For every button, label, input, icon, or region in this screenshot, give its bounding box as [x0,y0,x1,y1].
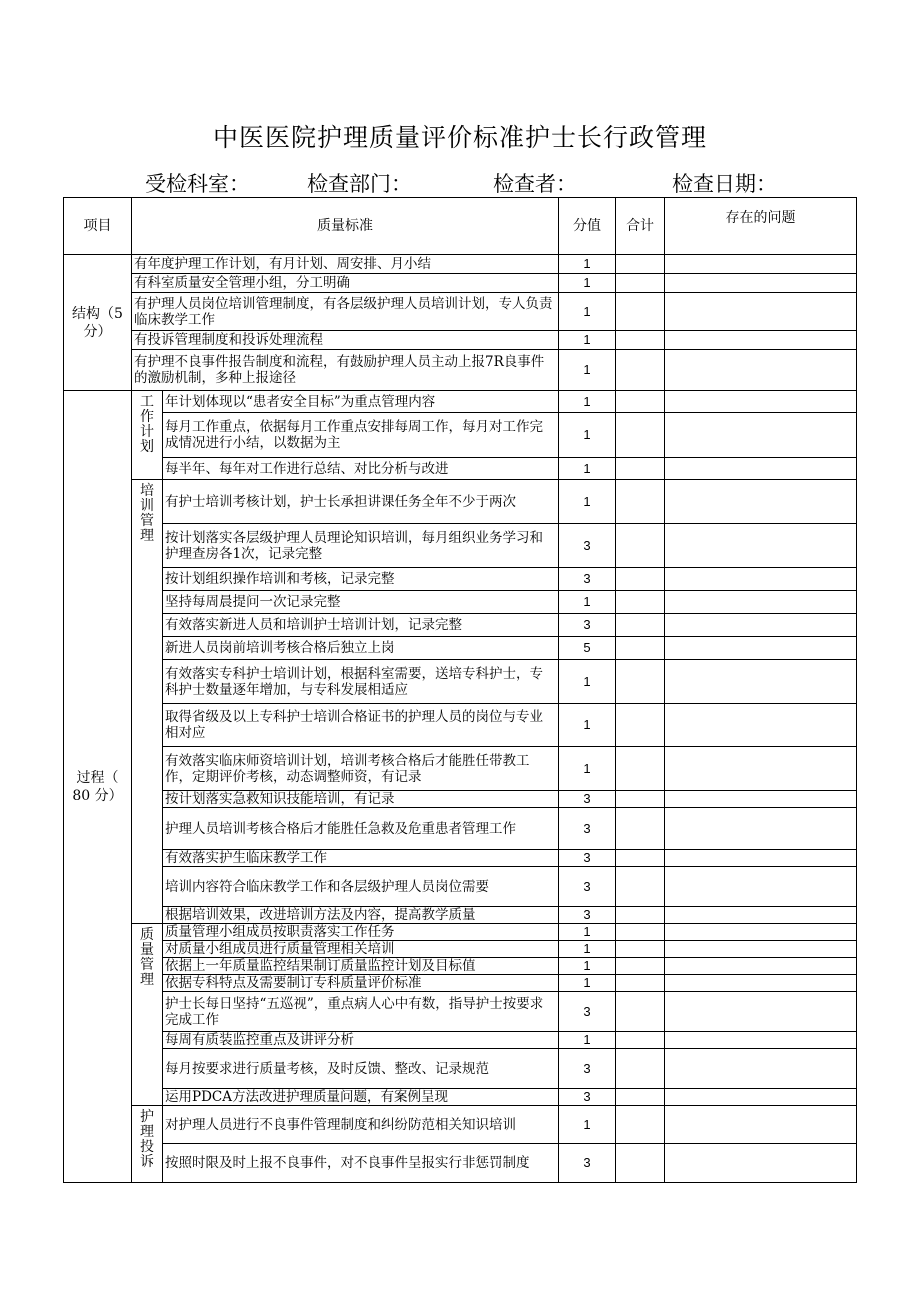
category-structure: 结构（5分） [64,255,132,391]
subcategory-label: 质量管理 [140,927,154,988]
problem-cell [665,293,857,331]
problem-cell [665,350,857,391]
total-cell [616,1032,665,1049]
score-value: 3 [559,850,616,867]
category-process: 过程（ 80 分） [64,391,132,1183]
table-row [64,791,857,808]
col-item: 项目 [64,198,132,255]
table-row [64,975,857,992]
standard-text: 护士长每日坚持“五巡视”，重点病人心中有数，指导护士按要求完成工作 [163,992,559,1032]
total-cell [616,637,665,660]
table-row [64,992,857,1032]
total-cell [616,1144,665,1183]
problem-cell [665,850,857,867]
score-value: 3 [559,907,616,924]
total-cell [616,808,665,850]
total-cell [616,331,665,350]
total-cell [616,867,665,907]
score-value: 1 [559,975,616,992]
score-value: 3 [559,524,616,568]
total-cell [616,293,665,331]
total-cell [616,524,665,568]
table-row [64,704,857,747]
table-row [64,808,857,850]
score-value: 3 [559,808,616,850]
score-value: 1 [559,458,616,480]
dept-label: 受检科室： [145,172,250,196]
total-cell [616,480,665,524]
table-row [64,568,857,591]
standard-text: 坚持每周晨提问一次记录完整 [163,591,559,614]
score-value: 3 [559,568,616,591]
score-value: 1 [559,958,616,975]
standard-text: 运用PDCA方法改进护理质量问题，有案例呈现 [163,1089,559,1106]
problem-cell [665,704,857,747]
problem-cell [665,1032,857,1049]
subcategory-2 [132,924,163,1106]
problem-cell [665,660,857,704]
standard-text: 依据专科特点及需要制订专科质量评价标准 [163,975,559,992]
table-row [64,1049,857,1089]
table-header-row [64,198,857,255]
standard-text: 取得省级及以上专科护士培训合格证书的护理人员的岗位与专业相对应 [163,704,559,747]
standard-text: 根据培训效果，改进培训方法及内容，提高教学质量 [163,907,559,924]
table-row [64,1106,857,1144]
total-cell [616,614,665,637]
table-row [64,591,857,614]
standard-text: 有效落实临床师资培训计划，培训考核合格后才能胜任带教工作，定期评价考核，动态调整师资，有记录 [163,747,559,791]
standard-text: 有效落实专科护士培训计划，根据科室需要，送培专科护士，专科护士数量逐年增加，与专科发展相适应 [163,660,559,704]
problem-cell [665,568,857,591]
subcategory-label: 护理投诉 [140,1109,154,1170]
standard-text: 有科室质量安全管理小组，分工明确 [132,274,559,293]
total-cell [616,413,665,458]
score-value: 3 [559,1144,616,1183]
score-value: 1 [559,941,616,958]
standard-text: 有投诉管理制度和投诉处理流程 [132,331,559,350]
score-value: 1 [559,413,616,458]
standard-text: 按计划落实急救知识技能培训，有记录 [163,791,559,808]
standard-text: 年计划体现以“患者安全目标”为重点管理内容 [163,391,559,413]
score-value: 3 [559,1049,616,1089]
table-row [64,293,857,331]
table-row [64,350,857,391]
problem-cell [665,331,857,350]
standard-text: 按照时限及时上报不良事件，对不良事件呈报实行非惩罚制度 [163,1144,559,1183]
total-cell [616,660,665,704]
col-total: 合计 [616,198,665,255]
problem-cell [665,1049,857,1089]
evaluation-table [63,197,857,1183]
table-row [64,747,857,791]
standard-text: 质量管理小组成员按职责落实工作任务 [163,924,559,941]
standard-text: 对护理人员进行不良事件管理制度和纠纷防范相关知识培训 [163,1106,559,1144]
score-value: 1 [559,274,616,293]
standard-text: 有护理人员岗位培训管理制度，有各层级护理人员培训计划，专人负责临床教学工作 [132,293,559,331]
table-row [64,413,857,458]
subcategory-3 [132,1106,163,1183]
total-cell [616,1049,665,1089]
standard-text: 每周有质装监控重点及讲评分析 [163,1032,559,1049]
standard-text: 有效落实护生临床教学工作 [163,850,559,867]
inspection-header [145,168,845,198]
problem-cell [665,924,857,941]
inspect-dept-label: 检查部门： [307,172,412,196]
problem-cell [665,255,857,274]
problem-cell [665,413,857,458]
col-standard: 质量标准 [132,198,559,255]
table-row [64,1144,857,1183]
standard-text: 按计划组织操作培训和考核，记录完整 [163,568,559,591]
total-cell [616,924,665,941]
score-value: 3 [559,614,616,637]
table-row [64,480,857,524]
standard-text: 护理人员培训考核合格后才能胜任急救及危重患者管理工作 [163,808,559,850]
table-row [64,1032,857,1049]
table-row [64,1089,857,1106]
table-row [64,391,857,413]
table-row [64,274,857,293]
problem-cell [665,614,857,637]
score-value: 1 [559,255,616,274]
score-value: 3 [559,992,616,1032]
score-value: 1 [559,704,616,747]
problem-cell [665,907,857,924]
total-cell [616,747,665,791]
col-score: 分值 [559,198,616,255]
standard-text: 依据上一年质量监控结果制订质量监控计划及目标值 [163,958,559,975]
total-cell [616,391,665,413]
problem-cell [665,958,857,975]
problem-cell [665,524,857,568]
total-cell [616,941,665,958]
score-value: 3 [559,867,616,907]
table-row [64,524,857,568]
total-cell [616,958,665,975]
table-row [64,637,857,660]
standard-text: 有护士培训考核计划，护士长承担讲课任务全年不少于两次 [163,480,559,524]
problem-cell [665,458,857,480]
score-value: 1 [559,924,616,941]
problem-cell [665,480,857,524]
score-value: 1 [559,747,616,791]
total-cell [616,350,665,391]
problem-cell [665,391,857,413]
subcategory-label: 工作计划 [140,394,154,455]
problem-cell [665,1089,857,1106]
problem-cell [665,637,857,660]
score-value: 1 [559,1032,616,1049]
problem-cell [665,791,857,808]
total-cell [616,1089,665,1106]
col-problem: 存在的问题 [665,198,857,255]
inspector-label: 检查者： [493,172,577,196]
problem-cell [665,975,857,992]
standard-text: 对质量小组成员进行质量管理相关培训 [163,941,559,958]
total-cell [616,255,665,274]
standard-text: 每月按要求进行质量考核，及时反馈、整改、记录规范 [163,1049,559,1089]
problem-cell [665,941,857,958]
subcategory-1 [132,480,163,924]
page-title: 中医医院护理质量评价标准护士长行政管理 [212,123,707,152]
score-value: 1 [559,660,616,704]
total-cell [616,1106,665,1144]
score-value: 1 [559,480,616,524]
total-cell [616,458,665,480]
standard-text: 有护理不良事件报告制度和流程，有鼓励护理人员主动上报7R良事件的激励机制，多种上报途径 [132,350,559,391]
problem-cell [665,867,857,907]
problem-cell [665,992,857,1032]
score-value: 1 [559,591,616,614]
score-value: 1 [559,293,616,331]
total-cell [616,591,665,614]
table-row [64,924,857,941]
score-value: 3 [559,1089,616,1106]
score-value: 1 [559,391,616,413]
score-value: 1 [559,1106,616,1144]
total-cell [616,992,665,1032]
standard-text: 新进人员岗前培训考核合格后独立上岗 [163,637,559,660]
score-value: 1 [559,331,616,350]
problem-cell [665,1106,857,1144]
table-row [64,458,857,480]
total-cell [616,274,665,293]
problem-cell [665,1144,857,1183]
total-cell [616,704,665,747]
total-cell [616,568,665,591]
problem-cell [665,808,857,850]
table-row [64,907,857,924]
table-row [64,331,857,350]
total-cell [616,907,665,924]
score-value: 3 [559,791,616,808]
standard-text: 有年度护理工作计划，有月计划、周安排、月小结 [132,255,559,274]
table-row [64,958,857,975]
table-body [64,255,857,1183]
total-cell [616,975,665,992]
table-row [64,850,857,867]
score-value: 1 [559,350,616,391]
total-cell [616,791,665,808]
standard-text: 培训内容符合临床教学工作和各层级护理人员岗位需要 [163,867,559,907]
problem-cell [665,747,857,791]
standard-text: 有效落实新进人员和培训护士培训计划，记录完整 [163,614,559,637]
standard-text: 每月工作重点，依据每月工作重点安排每周工作，每月对工作完成情况进行小结，以数据为主 [163,413,559,458]
total-cell [616,850,665,867]
table-row [64,941,857,958]
table-row [64,660,857,704]
standard-text: 按计划落实各层级护理人员理论知识培训，每月组织业务学习和护理查房各1次，记录完整 [163,524,559,568]
standard-text: 每半年、每年对工作进行总结、对比分析与改进 [163,458,559,480]
date-label: 检查日期： [672,172,777,196]
subcategory-0 [132,391,163,480]
table-row [64,867,857,907]
problem-cell [665,591,857,614]
subcategory-label: 培训管理 [140,483,154,544]
score-value: 5 [559,637,616,660]
table-row [64,255,857,274]
table-row [64,614,857,637]
problem-cell [665,274,857,293]
